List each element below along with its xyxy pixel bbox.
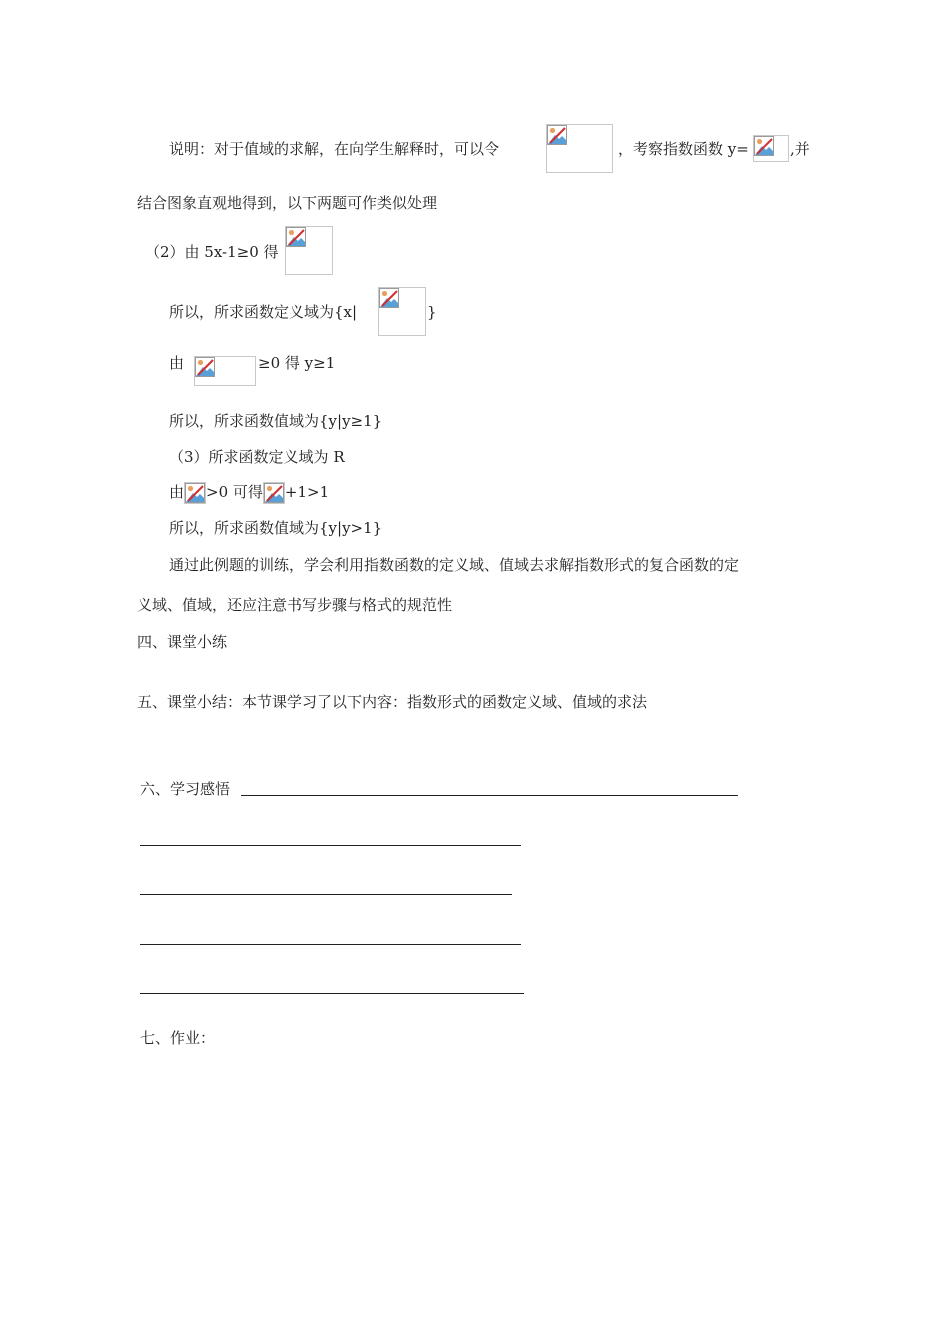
step-3-result: +1>1 (284, 483, 330, 501)
reflection-underline-1 (241, 795, 738, 796)
note-line-1a: 说明：对于值域的求解，在向学生解释时，可以令 (169, 140, 500, 158)
section-5-heading: 五、课堂小结：本节课学习了以下内容：指数形式的函数定义域、值域的求法 (137, 693, 648, 711)
formula-image-6 (184, 482, 206, 504)
formula-image-1 (546, 124, 613, 173)
step-3-from: 由 (169, 483, 185, 501)
broken-image-icon (286, 227, 306, 247)
formula-image-2 (753, 135, 789, 162)
step-2-line: （2）由 5x-1≥0 得 (145, 243, 279, 261)
broken-image-icon (547, 125, 567, 145)
domain-line: 所以，所求函数定义域为{x| (169, 303, 358, 321)
formula-image-4 (378, 287, 426, 336)
broken-image-icon (264, 483, 284, 503)
range-line-1: 所以，所求函数值域为{y|y≥1} (169, 412, 383, 430)
broken-image-icon (195, 357, 215, 377)
from-line-a: 由 (169, 354, 185, 372)
formula-image-5 (194, 356, 256, 386)
formula-image-7 (263, 482, 285, 504)
section-6-heading: 六、学习感悟 (140, 780, 231, 798)
reflection-underline-5 (140, 993, 524, 994)
from-line-b: ≥0 得 y≥1 (258, 354, 336, 372)
step-3-gt: >0 可得 (206, 483, 263, 501)
section-7-heading: 七、作业： (140, 1029, 216, 1047)
note-line-1b: ，考察指数函数 y= (618, 140, 749, 158)
summary-line-1: 通过此例题的训练，学会利用指数函数的定义域、值域去求解指数形式的复合函数的定 (169, 556, 740, 574)
note-line-1c: ,并 (790, 140, 810, 158)
range-line-2: 所以，所求函数值域为{y|y>1} (169, 519, 383, 537)
reflection-underline-4 (140, 944, 521, 945)
reflection-underline-2 (140, 845, 521, 846)
formula-image-3 (285, 226, 333, 275)
step-3-derivation (169, 482, 329, 504)
step-3-line: （3）所求函数定义域为 R (169, 448, 345, 466)
broken-image-icon (379, 288, 399, 308)
domain-line-close: } (427, 303, 437, 321)
summary-line-2: 义域、值域，还应注意书写步骤与格式的规范性 (137, 596, 453, 614)
broken-image-icon (754, 136, 774, 156)
broken-image-icon (185, 483, 205, 503)
note-line-2: 结合图象直观地得到，以下两题可作类似处理 (137, 194, 438, 212)
reflection-underline-3 (140, 894, 512, 895)
section-4-heading: 四、课堂小练 (137, 633, 228, 651)
